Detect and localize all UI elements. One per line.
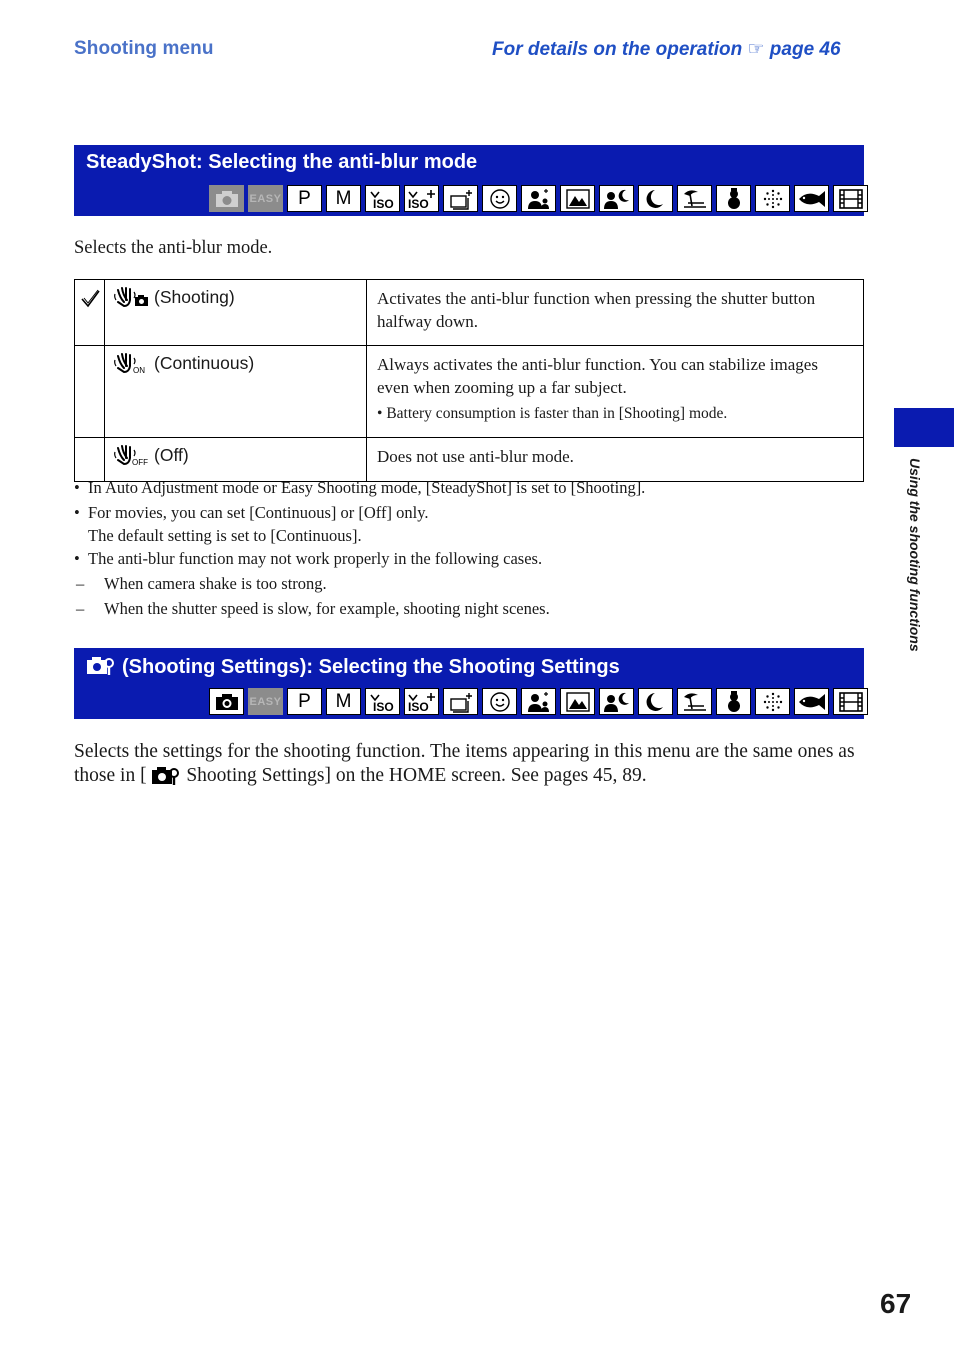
underwater-icon: [794, 688, 829, 715]
header-section-title: Shooting menu: [74, 38, 214, 59]
easy-mode-icon: EASY: [248, 185, 283, 212]
option-name-shooting: [105, 280, 367, 346]
option-label-shooting: (Shooting): [154, 287, 235, 307]
body-text-part1: Selects the settings for the shooting function. The items appearing in this menu are the same ones as those in [: [74, 741, 855, 786]
section-shooting-settings-title: [86, 654, 620, 679]
steadyshot-notes: [74, 476, 854, 620]
high-sensitivity-plus-icon: [404, 688, 439, 715]
landscape-icon: [560, 185, 595, 212]
svg-text:ON: ON: [133, 366, 145, 374]
svg-text:OFF: OFF: [132, 458, 148, 466]
option-desc-shooting: Activates the anti-blur function when pressing the shutter button halfway down.: [367, 280, 864, 346]
landscape-icon: [560, 688, 595, 715]
svg-text:ISO: ISO: [407, 699, 429, 713]
option-row-continuous[interactable]: [75, 346, 864, 438]
svg-text:ISO: ISO: [372, 699, 394, 713]
soft-snap-icon: [443, 688, 478, 715]
section-shooting-settings-header: [74, 648, 864, 719]
details-page-link[interactable]: page 46: [769, 39, 841, 60]
fireworks-icon: [755, 185, 790, 212]
easy-mode-icon: EASY: [248, 688, 283, 715]
default-checkmark-icon: [79, 288, 101, 310]
default-check-cell: [75, 280, 105, 346]
svg-text:ISO: ISO: [407, 196, 429, 210]
soft-snap-icon: [443, 185, 478, 212]
option-label-off: (Off): [154, 445, 189, 465]
shooting-settings-inline-icon: [151, 764, 181, 786]
note-text: The anti-blur function may not work properly in the following cases.: [88, 549, 543, 568]
subnote-text: Battery consumption is faster than in [Shooting] mode.: [386, 405, 728, 422]
chapter-side-tab: [894, 408, 954, 447]
case-item: [74, 597, 854, 620]
note-bullet: •: [74, 503, 80, 522]
steadyshot-off-icon: [114, 444, 150, 466]
note-continuation: The default setting is set to [Continuous].: [88, 526, 362, 545]
chapter-side-label: Using the shooting functions: [907, 458, 923, 652]
twilight-icon: [638, 185, 673, 212]
steadyshot-intro: Selects the anti-blur mode.: [74, 238, 273, 258]
high-sensitivity-icon: [365, 688, 400, 715]
movie-icon: [833, 185, 868, 212]
empty-check-cell: [75, 346, 105, 438]
steadyshot-options-table: [74, 279, 864, 482]
manual-mode-icon: M: [326, 185, 361, 212]
option-name-continuous: [105, 346, 367, 438]
note-bullet: •: [74, 549, 80, 568]
auto-mode-icon: [209, 688, 244, 715]
note-item: [74, 476, 854, 499]
steadyshot-continuous-icon: [114, 352, 150, 374]
smile-icon: [482, 688, 517, 715]
option-desc-off: Does not use anti-blur mode.: [367, 438, 864, 482]
case-text: When the shutter speed is slow, for example, shooting night scenes.: [104, 599, 550, 618]
case-dash: –: [76, 574, 85, 593]
note-bullet: •: [74, 478, 80, 497]
snow-icon: [716, 185, 751, 212]
high-sensitivity-plus-icon: [404, 185, 439, 212]
section-steadyshot-header: [74, 145, 864, 216]
case-item: [74, 572, 854, 595]
page-number: 67: [880, 1288, 912, 1319]
manual-mode-icon: M: [326, 688, 361, 715]
pointing-hand-icon: ☞: [747, 39, 765, 60]
empty-check-cell: [75, 438, 105, 482]
case-text: When camera shake is too strong.: [104, 574, 327, 593]
program-mode-icon: P: [287, 688, 322, 715]
note-item: [74, 547, 854, 570]
portrait-icon: [521, 185, 556, 212]
program-mode-icon: P: [287, 185, 322, 212]
steadyshot-shooting-icon: [114, 286, 150, 308]
note-text: In Auto Adjustment mode or Easy Shooting mode, [SteadyShot] is set to [Shooting].: [88, 478, 646, 497]
shooting-settings-body: [74, 740, 864, 788]
beach-icon: [677, 688, 712, 715]
high-sensitivity-icon: [365, 185, 400, 212]
twilight-icon: [638, 688, 673, 715]
snow-icon: [716, 688, 751, 715]
shooting-settings-icon: [86, 654, 116, 676]
beach-icon: [677, 185, 712, 212]
details-text: For details on the operation: [492, 39, 743, 60]
smile-icon: [482, 185, 517, 212]
twilight-portrait-icon: [599, 688, 634, 715]
body-text-part2: Shooting Settings] on the HOME screen. See pages 45, 89.: [186, 765, 647, 786]
auto-mode-icon: [209, 185, 244, 212]
section-shooting-settings-title-text: (Shooting Settings): Selecting the Shooting Settings: [122, 656, 620, 678]
note-item: [74, 501, 854, 524]
mode-icon-row: [209, 185, 868, 212]
portrait-icon: [521, 688, 556, 715]
case-dash: –: [76, 599, 85, 618]
mode-icon-row: [209, 688, 868, 715]
option-row-off[interactable]: [75, 438, 864, 482]
underwater-icon: [794, 185, 829, 212]
header-details-reference: [492, 38, 841, 61]
option-label-continuous: (Continuous): [154, 353, 255, 373]
option-desc-continuous-text: Always activates the anti-blur function. You can stabilize images even when zooming up a far subject.: [377, 355, 818, 397]
subnote-bullet: •: [377, 405, 383, 422]
section-steadyshot-title: SteadyShot: Selecting the anti-blur mode: [86, 151, 478, 173]
option-desc-continuous: [367, 346, 864, 438]
svg-text:ISO: ISO: [372, 196, 394, 210]
note-text: For movies, you can set [Continuous] or [Off] only.: [88, 503, 429, 522]
option-name-off: [105, 438, 367, 482]
twilight-portrait-icon: [599, 185, 634, 212]
fireworks-icon: [755, 688, 790, 715]
option-subnote: [377, 402, 853, 425]
movie-icon: [833, 688, 868, 715]
option-row-shooting[interactable]: [75, 280, 864, 346]
